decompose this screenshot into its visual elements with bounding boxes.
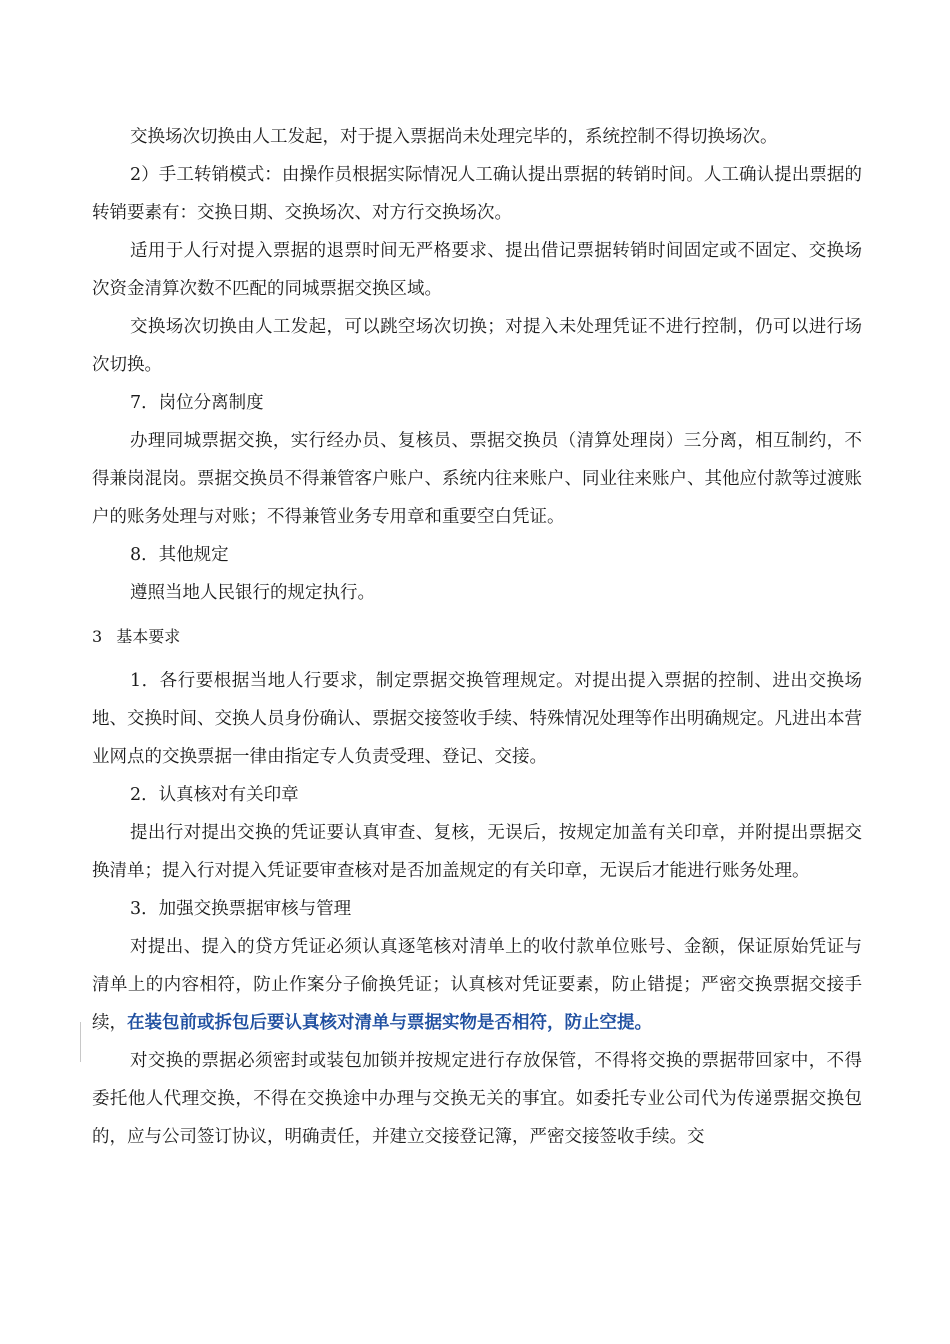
subheading: 2．认真核对有关印章 (130, 785, 299, 805)
paragraph: 2）手工转销模式：由操作员根据实际情况人工确认提出票据的转销时间。人工确认提出票据的转销要素有：交换日期、交换场次、对方行交换场次。 (92, 165, 862, 223)
paragraph: 适用于人行对提入票据的退票时间无严格要求、提出借记票据转销时间固定或不固定、交换场次资金清算次数不匹配的同城票据交换区域。 (92, 241, 862, 299)
paragraph: 办理同城票据交换，实行经办员、复核员、票据交换员（清算处理岗）三分离，相互制约，不得兼岗混岗。票据交换员不得兼管客户账户、系统内往来账户、同业往来账户、其他应付款等过渡账户的账务处理与对账；不得兼管业务专用章和重要空白凭证。 (92, 431, 862, 527)
emphasis-text: 在装包前或拆包后要认真核对清单与票据实物是否相符，防止空提。 (127, 1013, 652, 1033)
section-number: 3 (92, 627, 103, 646)
subheading: 7．岗位分离制度 (130, 393, 264, 413)
paragraph: 对交换的票据必须密封或装包加锁并按规定进行存放保管，不得将交换的票据带回家中，不得委托他人代理交换，不得在交换途中办理与交换无关的事宜。如委托专业公司代为传递票据交换包的，应与公司签订协议，明确责任，并建立交接登记簿，严密交接签收手续。交 (92, 1051, 862, 1147)
paragraph: 1．各行要根据当地人行要求，制定票据交换管理规定。对提出提入票据的控制、进出交换场地、交换时间、交换人员身份确认、票据交接签收手续、特殊情况处理等作出明确规定。凡进出本营业网点的交换票据一律由指定专人负责受理、登记、交接。 (92, 671, 862, 767)
document-body (92, 118, 862, 1156)
paragraph: 遵照当地人民银行的规定执行。 (130, 583, 375, 603)
paragraph: 交换场次切换由人工发起，对于提入票据尚未处理完毕的，系统控制不得切换场次。 (130, 127, 778, 147)
paragraph-normal-text: 对提出、提入的贷方凭证必须认真逐笔核对清单上的收付款单位账号、金额，保证原始凭证与清单上的内容相符，防止作案分子偷换凭证；认真核对凭证要素，防止错提；严密交换票据交接手续， (92, 937, 862, 1033)
subheading: 8．其他规定 (130, 545, 229, 565)
section-title: 基本要求 (116, 627, 181, 646)
margin-change-bar (80, 1022, 81, 1062)
paragraph-with-emphasis (92, 928, 862, 1042)
paragraph: 提出行对提出交换的凭证要认真审查、复核，无误后，按规定加盖有关印章，并附提出票据交换清单；提入行对提入凭证要审查核对是否加盖规定的有关印章，无误后才能进行账务处理。 (92, 823, 862, 881)
paragraph: 交换场次切换由人工发起，可以跳空场次切换；对提入未处理凭证不进行控制，仍可以进行场次切换。 (92, 317, 862, 375)
subheading: 3．加强交换票据审核与管理 (130, 899, 352, 919)
section-heading (92, 618, 862, 656)
